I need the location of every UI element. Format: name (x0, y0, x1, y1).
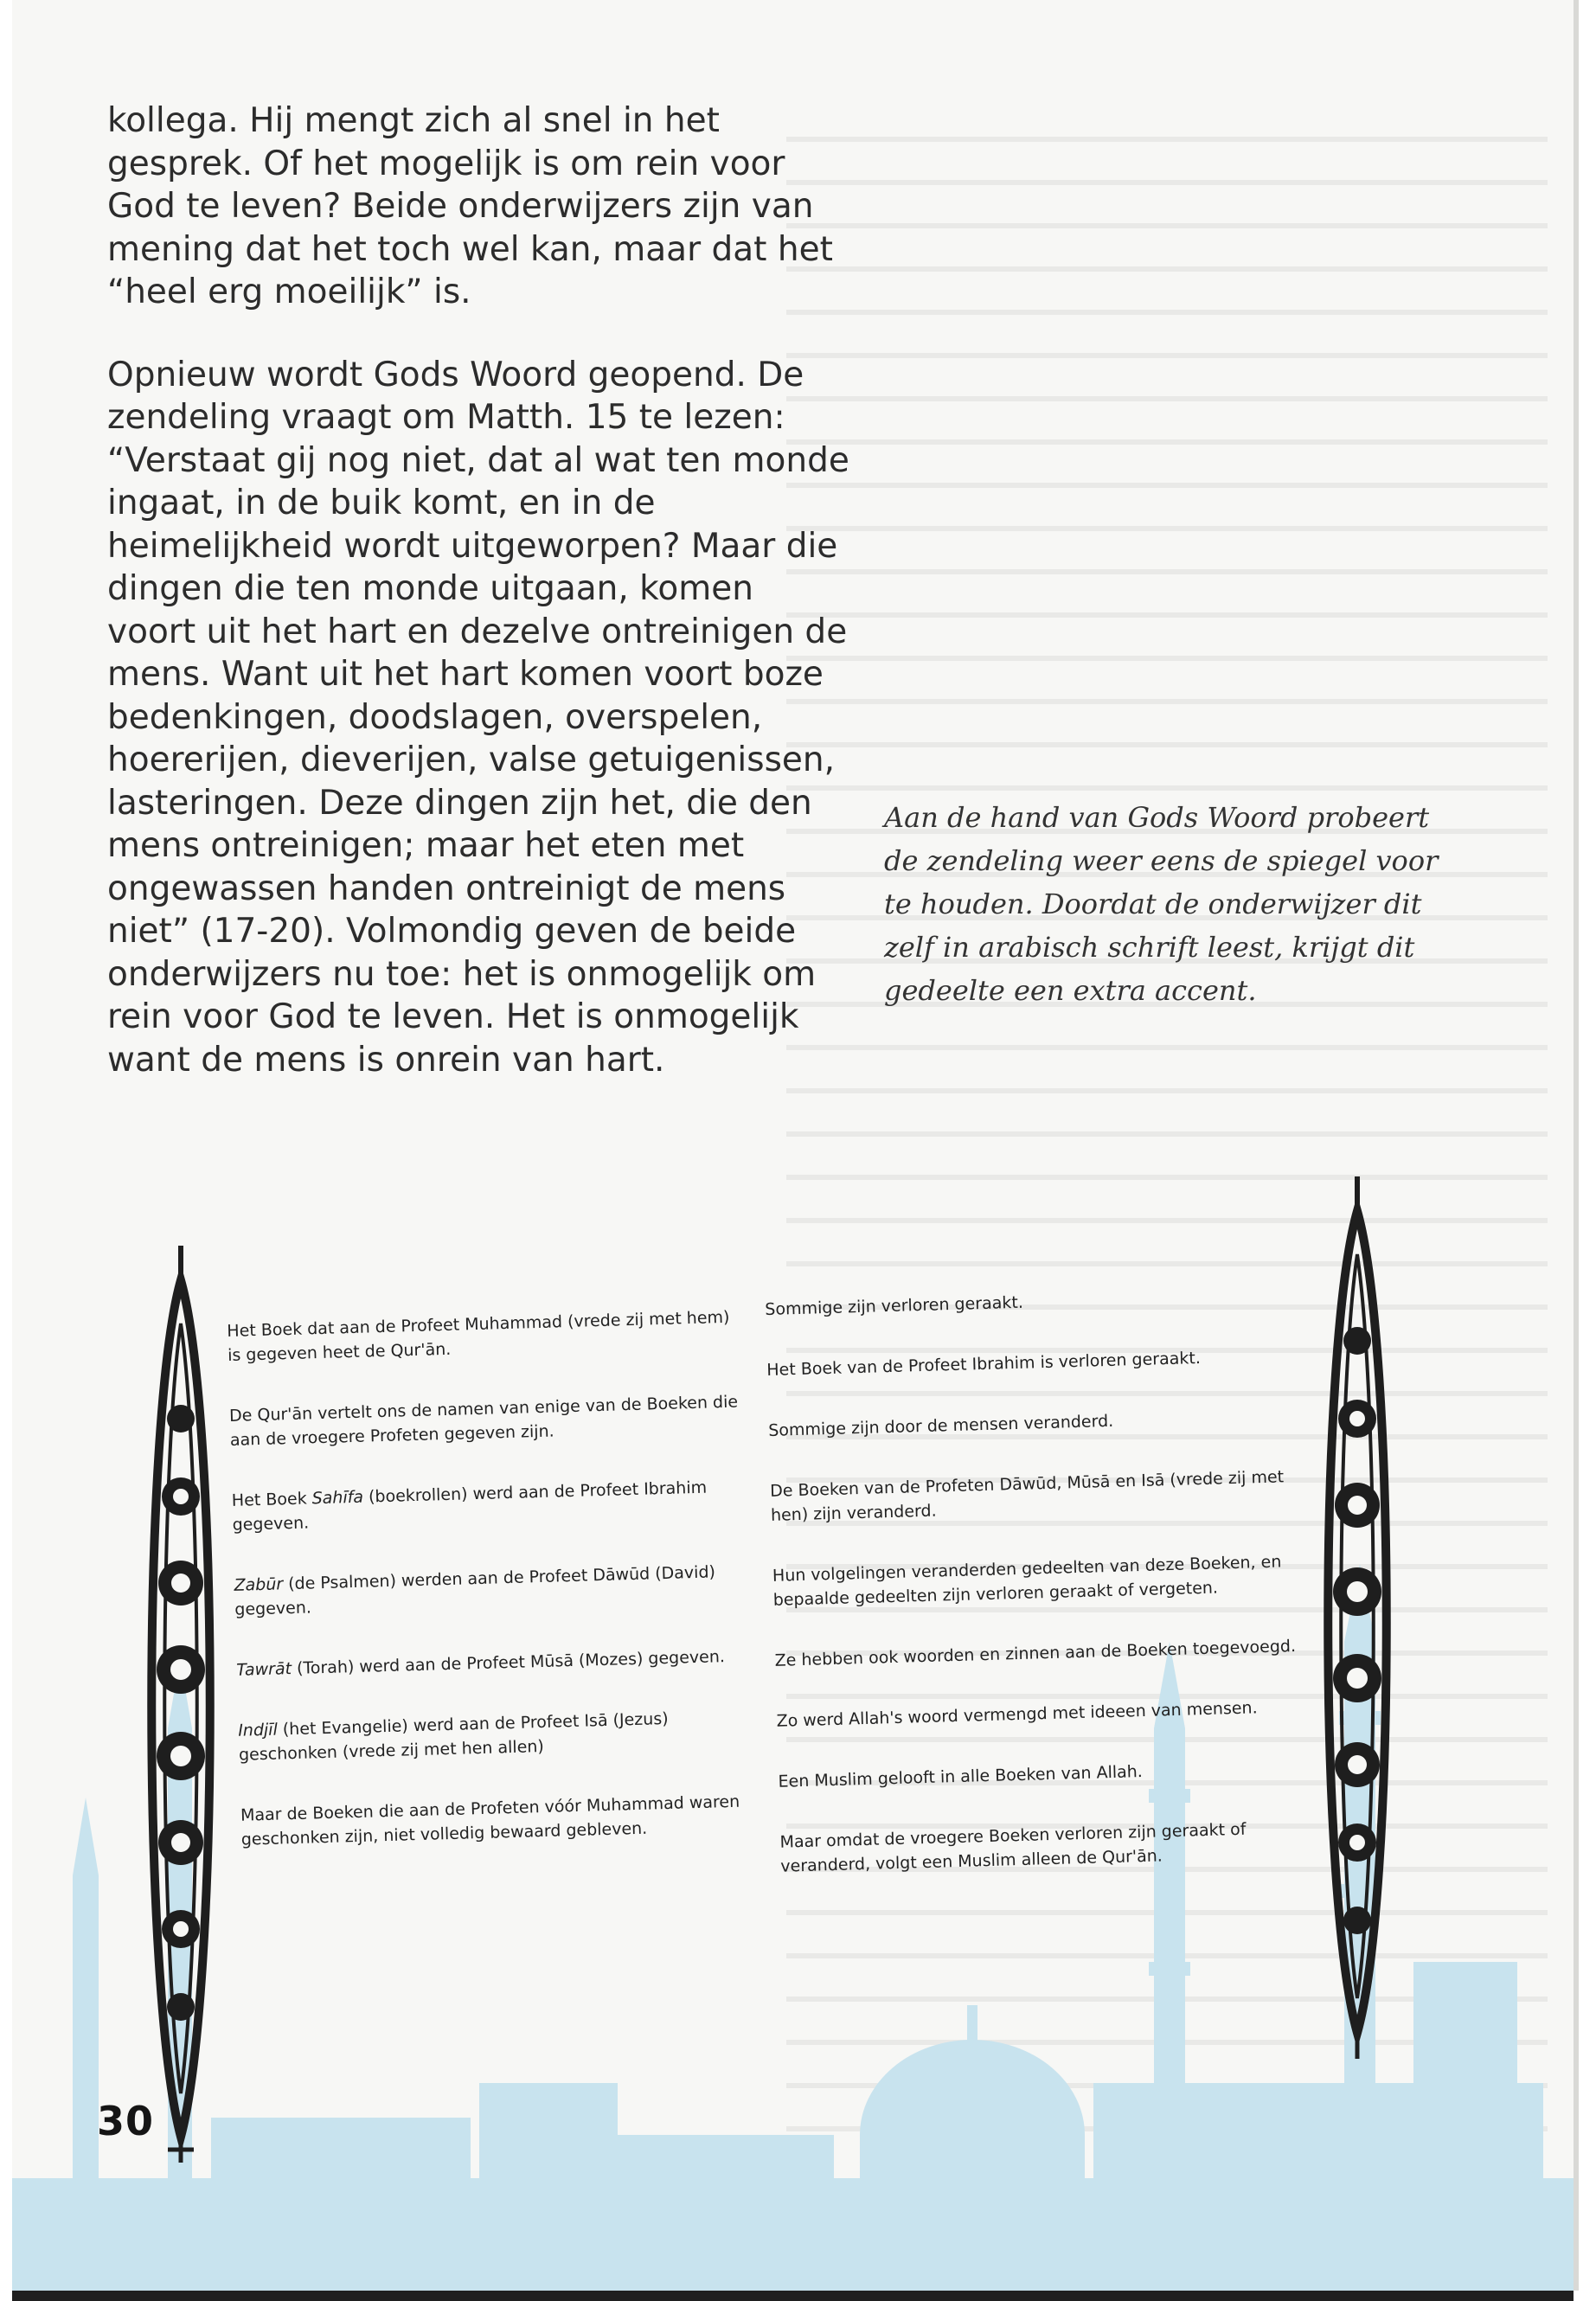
left-column (227, 1304, 761, 1888)
left-item-5: Tawrāt (Torah) werd aan de Profeet Mūsā (Mozes) gegeven. (236, 1647, 726, 1680)
right-column (765, 1283, 1318, 1915)
right-item-2: Het Boek van de Profeet Ibrahim is verloren geraakt. (766, 1348, 1202, 1380)
scan-bottom-edge (12, 2291, 1574, 2301)
main-paragraph-1: kollega. Hij mengt zich al snel in het gesprek. Of het mogelijk is om rein voor God te leven? Beide onderwijzers zijn van mening dat het toch wel kan, maar dat het “heel erg moeilijk” is. (107, 101, 833, 311)
right-item-3: Sommige zijn door de mensen veranderd. (767, 1411, 1114, 1440)
right-item-1: Sommige zijn verloren geraakt. (765, 1292, 1024, 1319)
main-text (107, 99, 851, 1081)
right-item-5: Hun volgelingen veranderden gedeelten van deze Boeken, en bepaalde gedeelten zijn verloren geraakt of vergeten. (772, 1552, 1282, 1610)
term-zabur: Zabūr (234, 1574, 284, 1595)
arabesque-ornament-left-icon (133, 1246, 228, 2163)
right-item-9: Maar omdat de vroegere Boeken verloren zijn geraakt of veranderd, volgt een Muslim alleen de Qur'ān. (779, 1819, 1247, 1876)
left-item-1: Het Boek dat aan de Profeet Muhammad (vrede zij met hem) is gegeven heet de Qur'ān. (227, 1307, 730, 1365)
term-sahifa: Sahīfa (311, 1487, 364, 1509)
right-item-7: Zo werd Allah's woord vermengd met ideeen van mensen. (776, 1698, 1258, 1731)
arabesque-ornament-right-icon (1310, 1176, 1405, 2059)
term-tawrat: Tawrāt (236, 1659, 292, 1680)
photo-caption: Aan de hand van Gods Woord probeert de zendeling weer eens de spiegel voor te houden. Doordat de onderwijzer dit zelf in arabisch schrift leest, krijgt dit gedeelte een extra accent. (884, 801, 1439, 1007)
page (12, 0, 1579, 2291)
left-item-4: Zabūr (de Psalmen) werden aan de Profeet Dāwūd (David) gegeven. (234, 1562, 716, 1619)
left-item-6: Indjīl (het Evangelie) werd aan de Profeet Isā (Jezus) geschonken (vrede zij met hen allen) (237, 1708, 669, 1765)
main-paragraph-2: Opnieuw wordt Gods Woord geopend. De zendeling vraagt om Matth. 15 te lezen: “Verstaat gij nog niet, dat al wat ten monde ingaat, in de buik komt, en in de heimelijkheid wordt uitgeworpen? Maar die dingen die ten monde uitgaan, komen voort uit het hart en dezelve ontreinigen de mens. Want uit het hart komen voort boze bedenkingen, doodslagen, overspelen, hoererijen, dieverijen, valse getuigenissen, lasteringen. Deze dingen zijn het, die den mens ontreinigen; maar het eten met ongewassen handen ontreinigt de mens niet” (17-20). Volmondig geven de beide onderwijzers nu toe: het is onmogelijk om rein voor God te leven. Het is onmogelijk want de mens is onrein van hart. (107, 355, 849, 1080)
page-number: 30 (97, 2098, 155, 2144)
term-indjil: Indjīl (237, 1720, 279, 1740)
right-item-6: Ze hebben ook woorden en zinnen aan de Boeken toegevoegd. (774, 1637, 1297, 1670)
right-item-4: De Boeken van de Profeten Dāwūd, Mūsā en Isā (vrede zij met hen) zijn veranderd. (769, 1467, 1285, 1525)
right-item-8: Een Muslim gelooft in alle Boeken van Allah. (778, 1762, 1144, 1791)
left-item-3: Het Boek Sahīfa (boekrollen) werd aan de Profeet Ibrahim gegeven. (231, 1477, 708, 1535)
left-item-2: De Qur'ān vertelt ons de namen van enige van de Boeken die aan de vroegere Profeten gegeven zijn. (228, 1392, 739, 1450)
left-item-7: Maar de Boeken die aan de Profeten vóór Muhammad waren geschonken zijn, niet volledig bewaard gebleven. (240, 1791, 740, 1849)
